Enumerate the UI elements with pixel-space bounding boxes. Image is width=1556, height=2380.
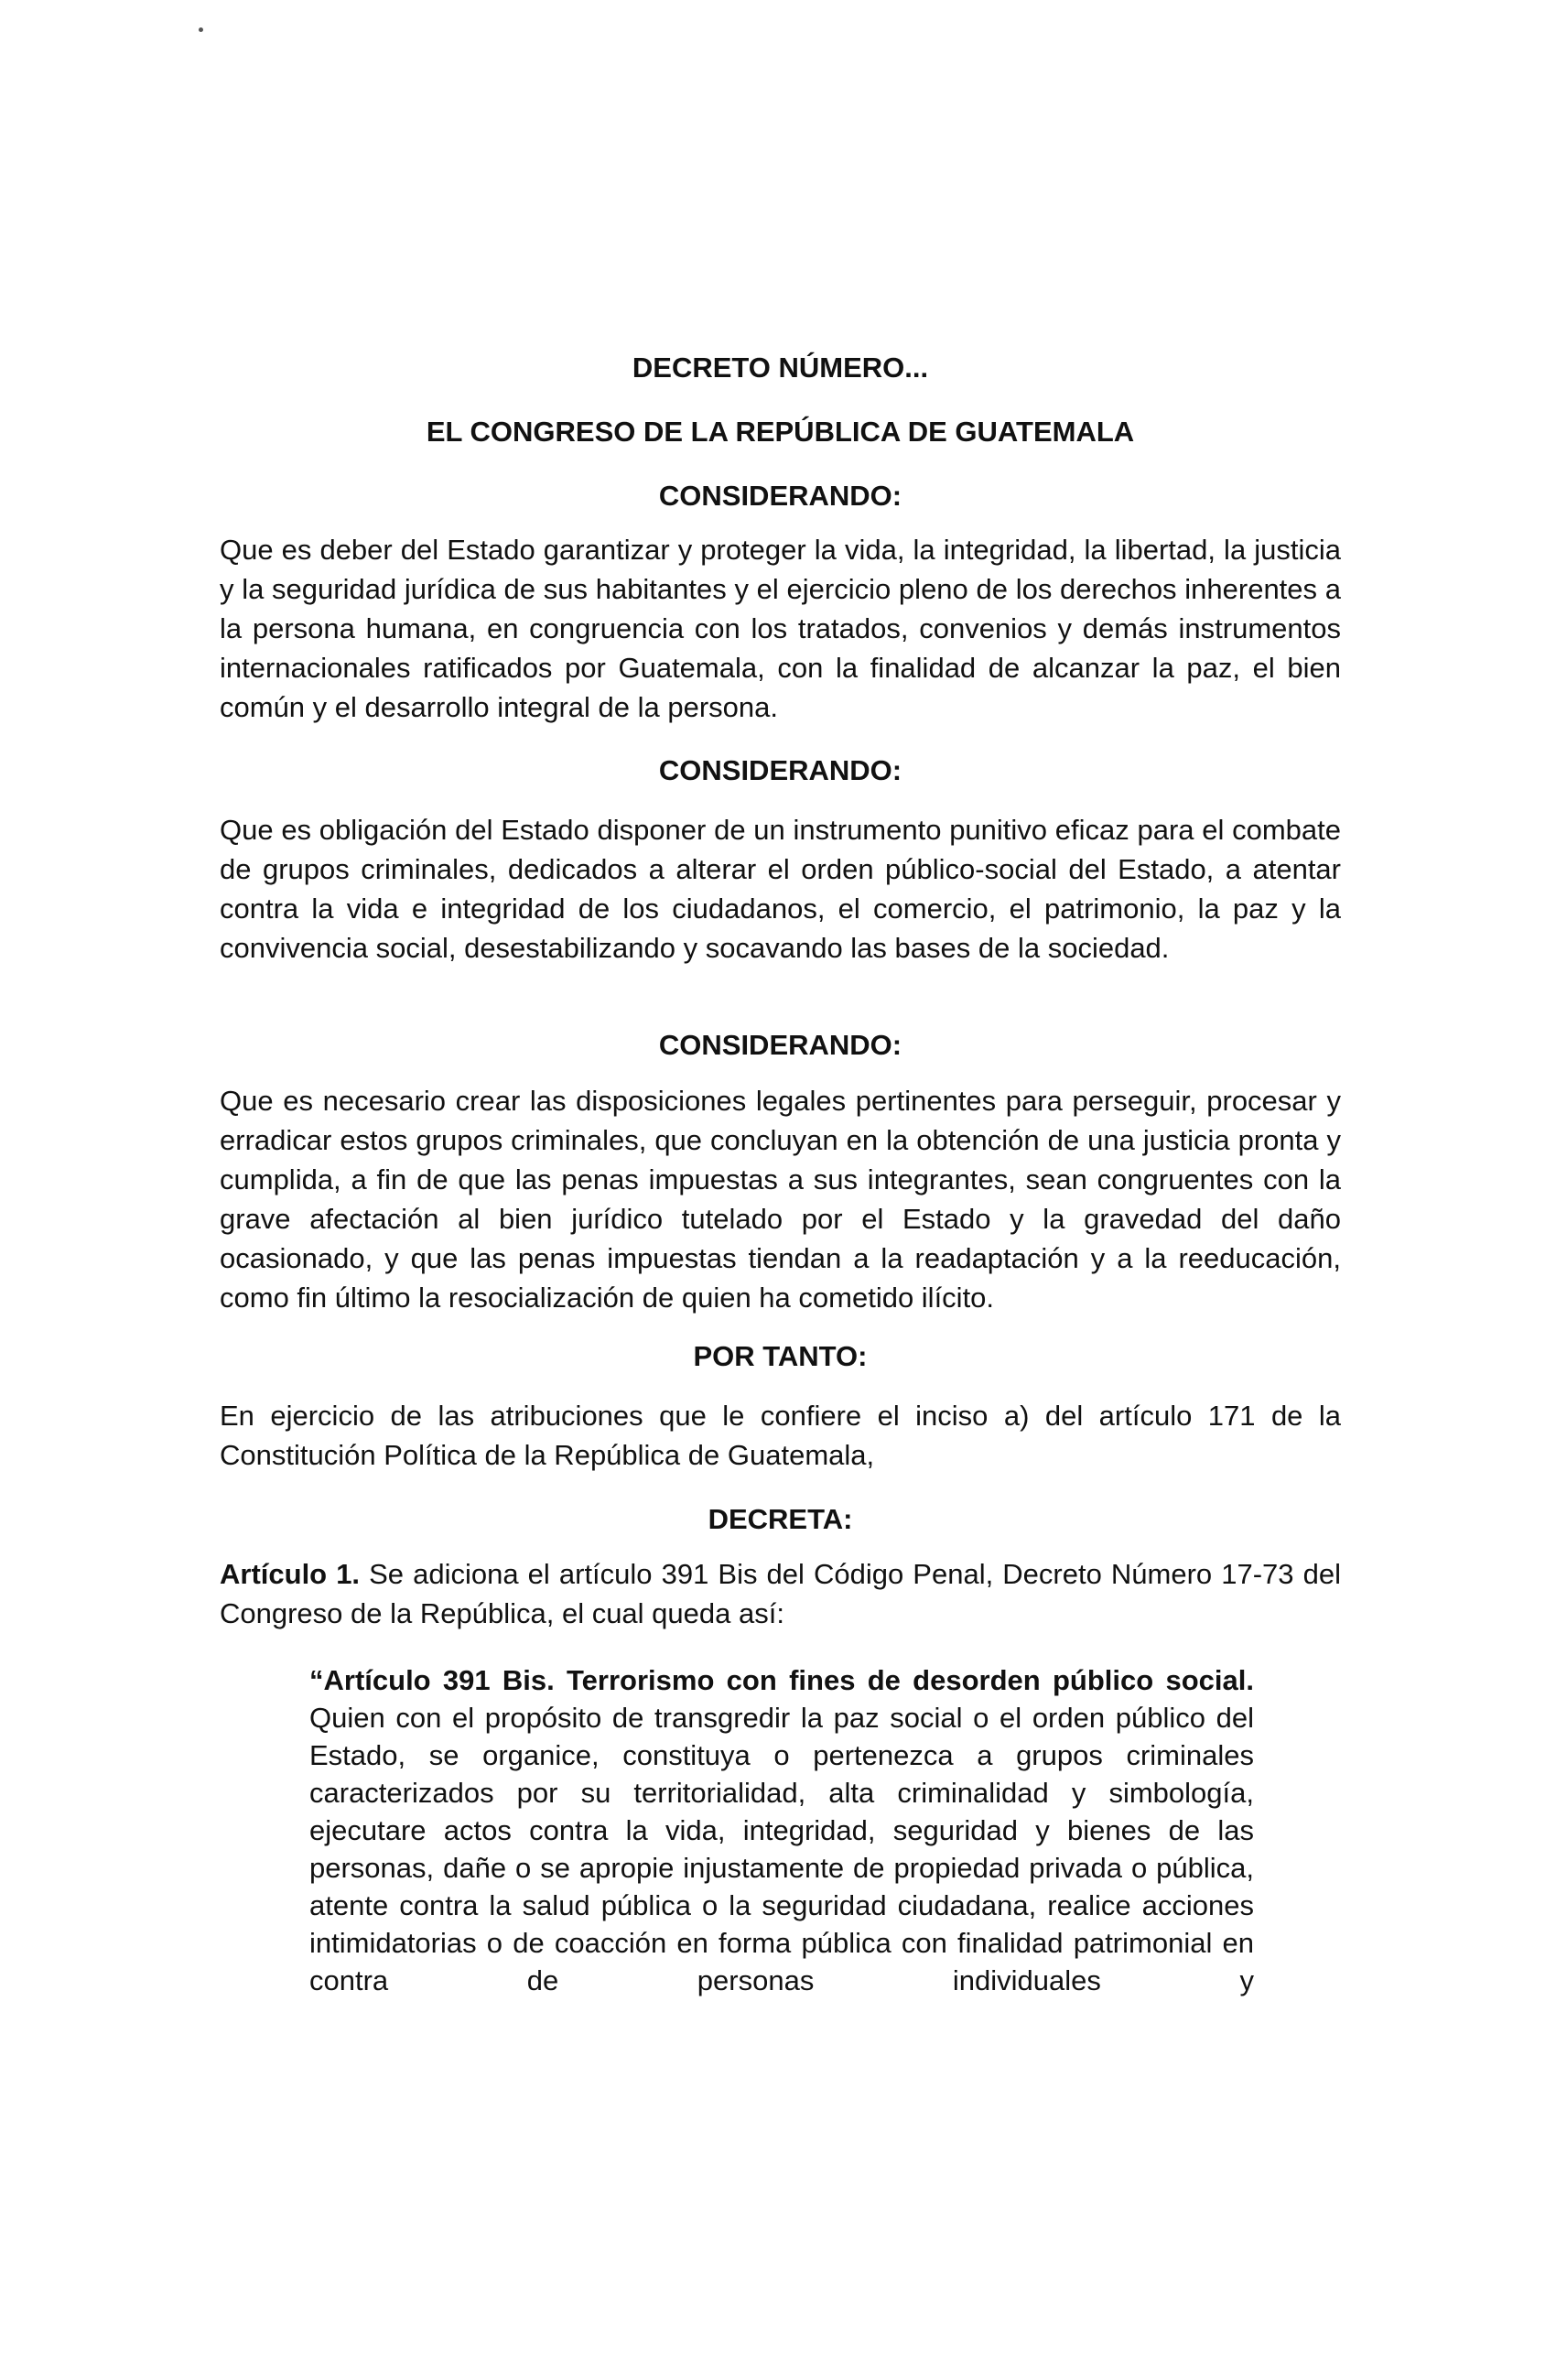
- decreta-heading: DECRETA:: [708, 1503, 853, 1535]
- considerando-heading-3: CONSIDERANDO:: [658, 1029, 902, 1061]
- quoted-article-391-bis: [309, 1661, 1254, 1999]
- considerando-text-3: Que es necesario crear las disposiciones legales pertinentes para perseguir, procesar y erradicar estos grupos criminales, que concluyan en la obtención de una justicia pronta y cumplida, a fin de que las penas impuestas a sus integrantes, sean congruentes con la grave afectación al bien jurídico tutelado por el Estado y la gravedad del daño ocasionado, y que las penas impuestas tiendan a la readaptación y a la reeducación, como fin último la resocialización de quien ha cometido ilícito.: [220, 1085, 1341, 1314]
- article-1-label: Artículo 1.: [220, 1558, 361, 1590]
- por-tanto-text: En ejercicio de las atribuciones que le confiere el inciso a) del artículo 171 de la Constitución Política de la República de Guatemala,: [220, 1400, 1341, 1471]
- issuer-heading: EL CONGRESO DE LA REPÚBLICA DE GUATEMALA: [426, 416, 1135, 448]
- scan-speck: [199, 27, 203, 32]
- considerando-heading-1: CONSIDERANDO:: [658, 480, 902, 512]
- decree-title: DECRETO NÚMERO...: [632, 352, 929, 384]
- article-1-text: Se adiciona el artículo 391 Bis del Código Penal, Decreto Número 17-73 del Congreso de la República, el cual queda así:: [220, 1558, 1341, 1629]
- por-tanto-heading: POR TANTO:: [693, 1340, 868, 1372]
- quoted-article-text: Quien con el propósito de transgredir la paz social o el orden público del Estado, se organice, constituya o pertenezca a grupos criminales caracterizados por su territorialidad, alta criminalidad y simbología, ejecutare actos contra la vida, integridad, seguridad y bienes de las personas, dañe o se apropie injustamente de propiedad privada o pública, atente contra la salud pública o la seguridad ciudadana, realice acciones intimidatorias o de coacción en forma pública con finalidad patrimonial en contra de personas individuales y: [309, 1702, 1254, 1996]
- quoted-article-label: “Artículo 391 Bis. Terrorismo con fines de desorden público social.: [309, 1664, 1254, 1696]
- article-1: [220, 1554, 1341, 1633]
- considerando-text-1: Que es deber del Estado garantizar y proteger la vida, la integridad, la libertad, la justicia y la seguridad jurídica de sus habitantes y el ejercicio pleno de los derechos inherentes a la persona humana, en congruencia con los tratados, convenios y demás instrumentos internacionales ratificados por Guatemala, con la finalidad de alcanzar la paz, el bien común y el desarrollo integral de la persona.: [220, 534, 1341, 723]
- considerando-text-2: Que es obligación del Estado disponer de un instrumento punitivo eficaz para el combate de grupos criminales, dedicados a alterar el orden público-social del Estado, a atentar contra la vida e integridad de los ciudadanos, el comercio, el patrimonio, la paz y la convivencia social, desestabilizando y socavando las bases de la sociedad.: [220, 814, 1341, 964]
- considerando-heading-2: CONSIDERANDO:: [658, 754, 902, 786]
